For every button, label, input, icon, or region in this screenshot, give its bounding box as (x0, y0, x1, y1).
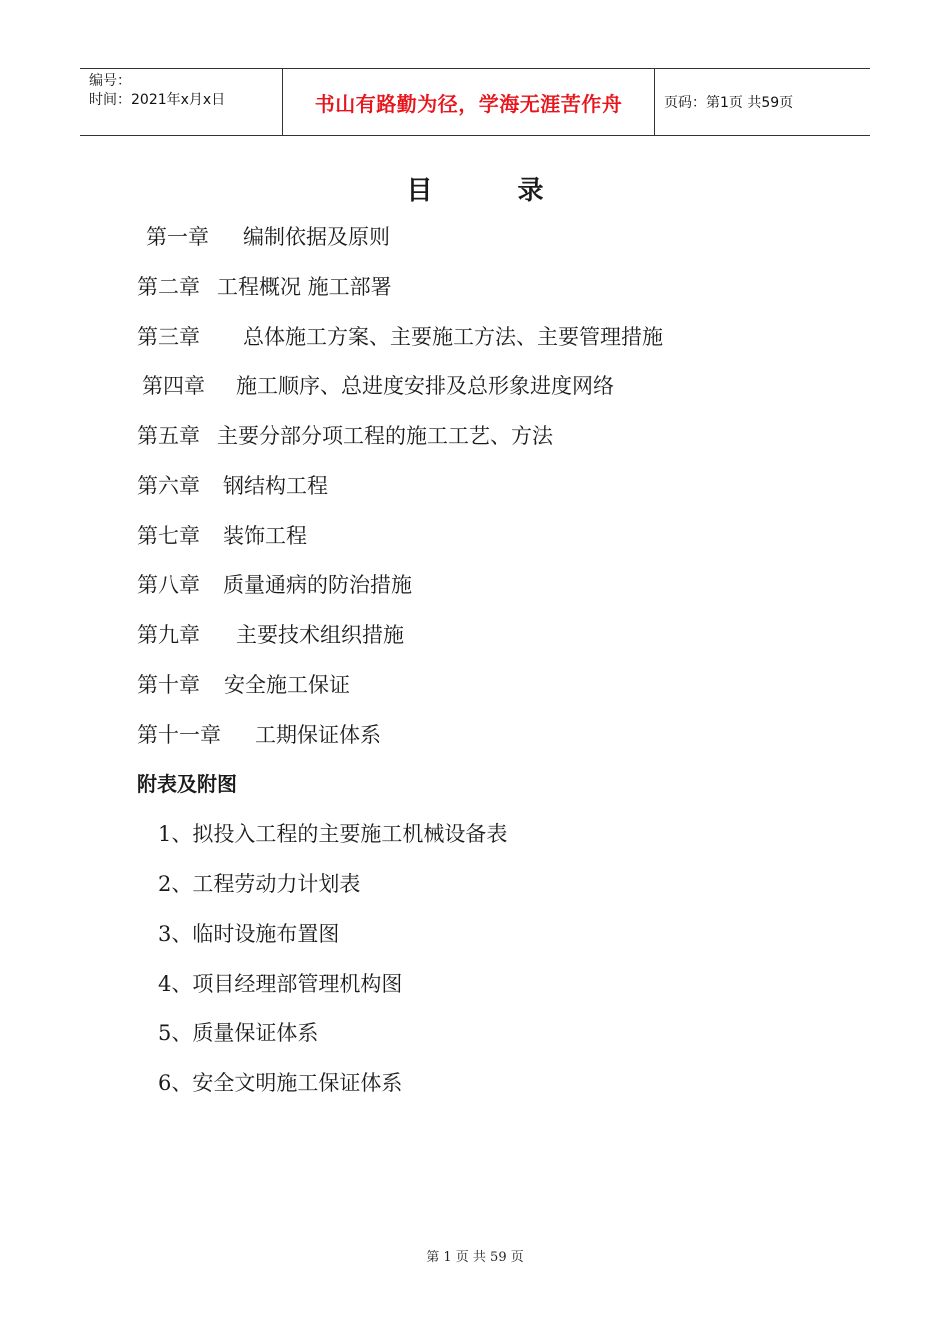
toc-chapter-4 (142, 372, 614, 400)
toc-chapter-number: 第六章 (137, 474, 200, 498)
toc-chapter-7 (137, 522, 307, 550)
toc-chapter-10 (137, 671, 350, 699)
appendix-item: 3、临时设施布置图 (158, 922, 340, 946)
toc-title: 目 录 (406, 176, 582, 206)
toc-chapter-9 (137, 621, 404, 649)
toc-chapter-title: 钢结构工程 (223, 474, 328, 498)
toc-chapter-title: 安全施工保证 (224, 673, 350, 697)
toc-chapter-title: 装饰工程 (223, 524, 307, 548)
toc-chapter-title: 工期保证体系 (255, 723, 381, 747)
toc-chapter-6 (137, 472, 328, 500)
header-time-label: 时间：2021年x月x日 (89, 92, 226, 108)
toc-chapter-title: 主要技术组织措施 (236, 623, 404, 647)
toc-chapter-3 (137, 323, 663, 351)
toc-chapter-title: 编制依据及原则 (243, 225, 390, 249)
toc-chapter-11 (137, 721, 381, 749)
toc-chapter-2 (137, 273, 392, 301)
appendix-item: 4、项目经理部管理机构图 (158, 972, 403, 996)
toc-chapter-number: 第七章 (137, 524, 200, 548)
toc-chapter-title: 施工顺序、总进度安排及总形象进度网络 (236, 374, 614, 398)
appendix-item: 6、安全文明施工保证体系 (158, 1071, 403, 1095)
toc-chapter-number: 第二章 (137, 275, 200, 299)
header-page-label: 页码：第1页 共59页 (664, 95, 794, 111)
toc-chapter-number: 第一章 (146, 225, 209, 249)
page-footer: 第 1 页 共 59 页 (426, 1250, 524, 1265)
toc-chapter-title: 质量通病的防治措施 (223, 573, 412, 597)
toc-chapter-5 (137, 422, 553, 450)
appendix-item: 1、拟投入工程的主要施工机械设备表 (158, 822, 508, 846)
appendix-item: 2、工程劳动力计划表 (158, 872, 361, 896)
toc-chapter-title: 工程概况 施工部署 (217, 275, 392, 299)
toc-chapter-number: 第九章 (137, 623, 200, 647)
toc-chapter-8 (137, 571, 412, 599)
toc-chapter-number: 第五章 (137, 424, 200, 448)
toc-chapter-number: 第四章 (142, 374, 205, 398)
toc-chapter-number: 第八章 (137, 573, 200, 597)
toc-chapter-1 (146, 223, 390, 251)
toc-chapter-title: 总体施工方案、主要施工方法、主要管理措施 (243, 325, 663, 349)
appendix-item: 5、质量保证体系 (158, 1021, 319, 1045)
appendix-heading: 附表及附图 (137, 772, 237, 796)
toc-chapter-number: 第十章 (137, 673, 200, 697)
toc-chapter-number: 第十一章 (137, 723, 221, 747)
toc-chapter-title: 主要分部分项工程的施工工艺、方法 (217, 424, 553, 448)
header-motto: 书山有路勤为径，学海无涯苦作舟 (282, 69, 655, 135)
header-number-label: 编号： (89, 73, 131, 89)
toc-chapter-number: 第三章 (137, 325, 200, 349)
